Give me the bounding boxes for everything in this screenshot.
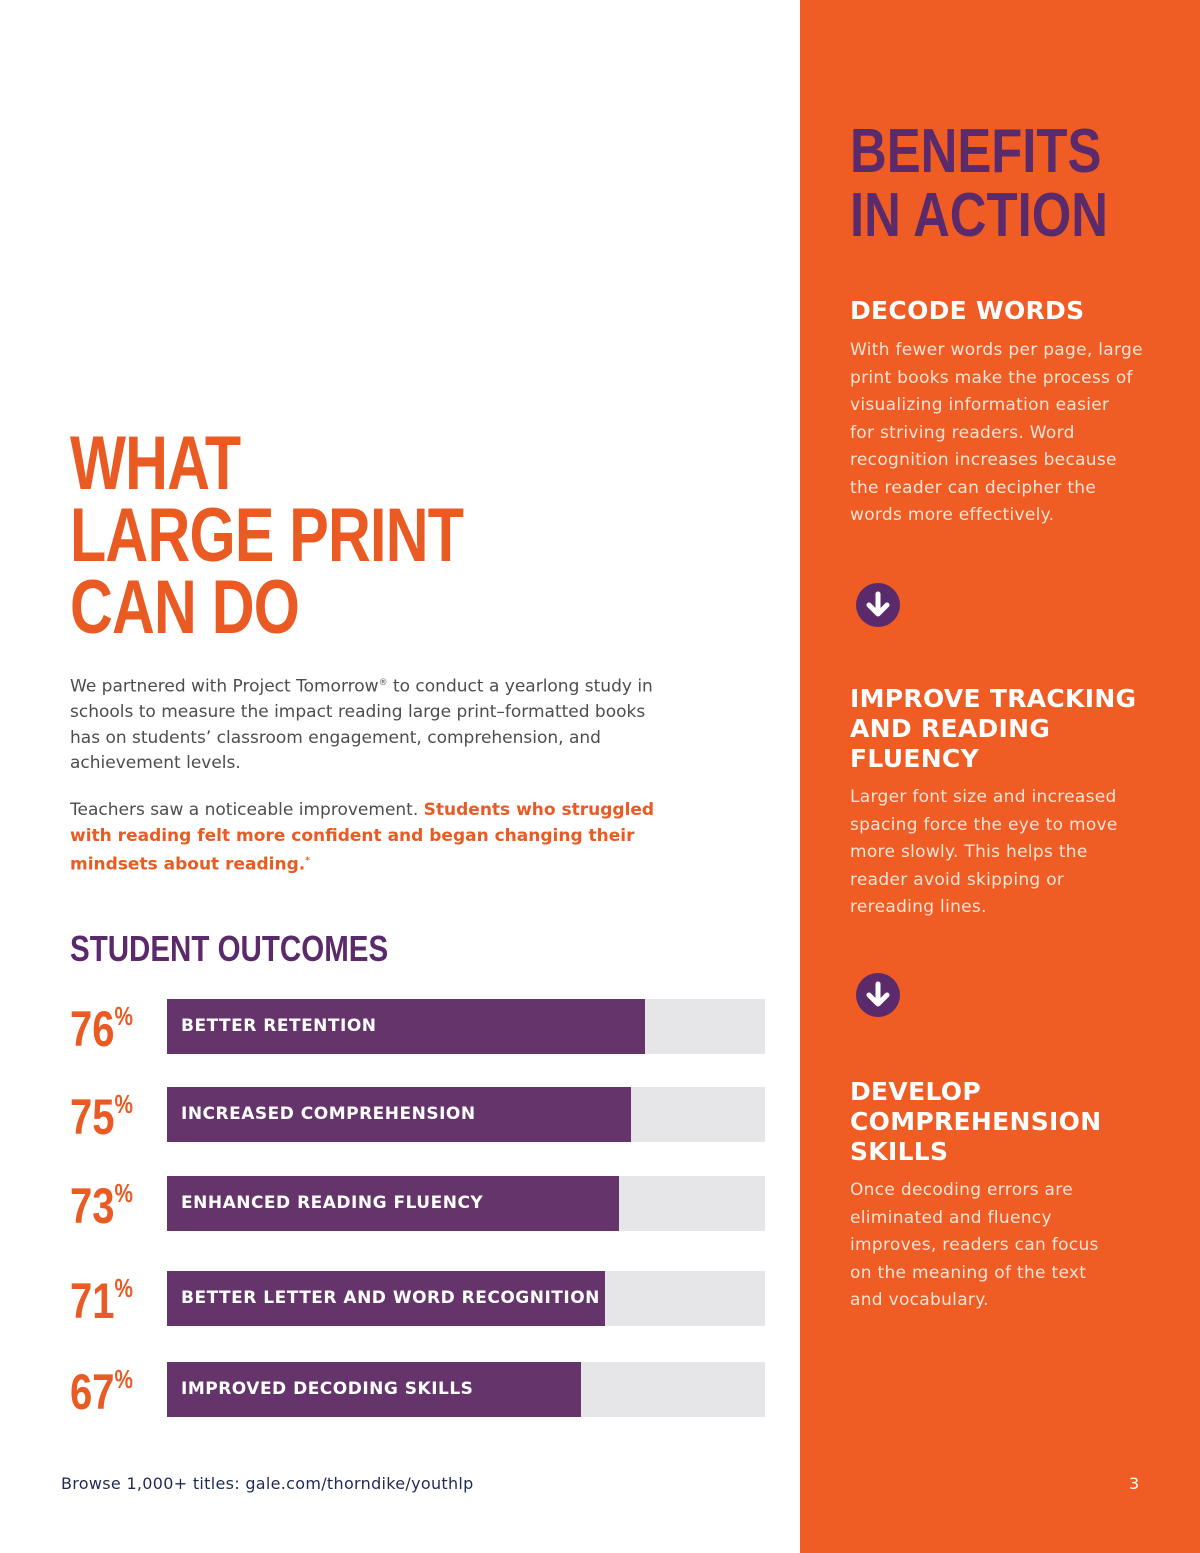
outcome-percent: 76%	[70, 1001, 133, 1057]
outcome-label: INCREASED COMPREHENSION	[181, 1104, 476, 1124]
highlight-paragraph: Teachers saw a noticeable improvement. Students who struggled with reading felt more confident and began changing their mindsets about reading.*	[70, 800, 655, 875]
arrow-down-circle-icon	[856, 973, 900, 1017]
outcome-bar-track	[167, 1362, 765, 1417]
main-title	[70, 421, 464, 650]
footnote-marker: *	[305, 856, 310, 866]
outcome-bar-track	[167, 999, 765, 1054]
arrow-down-icon	[856, 973, 900, 1017]
outcome-row	[0, 1362, 800, 1418]
benefit-text: Larger font size and increased spacing force the eye to move more slowly. This helps the reader avoid skipping or rereading lines.	[850, 787, 1118, 917]
arrow-down-icon	[856, 583, 900, 627]
outcome-percent: 71%	[70, 1273, 133, 1329]
outcome-label: ENHANCED READING FLUENCY	[181, 1193, 484, 1213]
page-number: 3	[1129, 1474, 1140, 1493]
outcome-percent: 75%	[70, 1089, 133, 1145]
intro-paragraph: We partnered with Project Tomorrow® to conduct a yearlong study in schools to measure the impact reading large print–formatted books has on students’ classroom engagement, comprehension, and achievement levels.	[70, 676, 653, 774]
title-line: LARGE PRINT	[70, 493, 464, 578]
outcome-row	[0, 999, 800, 1055]
arrow-down-circle-icon	[856, 583, 900, 627]
footer-link[interactable]: Browse 1,000+ titles: gale.com/thorndike/youthlp	[61, 1474, 474, 1493]
benefit-heading: DECODE WORDS	[850, 296, 1085, 325]
outcome-label: BETTER LETTER AND WORD RECOGNITION	[181, 1288, 600, 1308]
registered-mark: ®	[378, 678, 388, 688]
benefits-title: BENEFITS IN ACTION	[850, 117, 1108, 250]
outcome-percent: 73%	[70, 1178, 133, 1234]
benefit-heading: DEVELOP COMPREHENSION SKILLS	[850, 1077, 1102, 1166]
benefit-text: With fewer words per page, large print books make the process of visualizing information easier for striving readers. Word recognition increases because the reader can decipher the words more effectively.	[850, 340, 1143, 525]
outcome-label: IMPROVED DECODING SKILLS	[181, 1379, 474, 1399]
highlight-text: Students who struggled with reading felt more confident and began changing their mindsets about reading.	[70, 800, 655, 875]
outcome-percent: 67%	[70, 1364, 133, 1420]
outcome-row	[0, 1087, 800, 1143]
title-line: CAN DO	[70, 565, 300, 650]
benefit-heading: IMPROVE TRACKING AND READING FLUENCY	[850, 684, 1137, 773]
student-outcomes-title: STUDENT OUTCOMES	[70, 928, 389, 969]
outcome-bar-track	[167, 1271, 765, 1326]
outcome-row	[0, 1271, 800, 1327]
benefits-sidebar	[800, 0, 1200, 1553]
outcome-bar-track	[167, 1176, 765, 1231]
outcome-bar-track	[167, 1087, 765, 1142]
benefit-text: Once decoding errors are eliminated and fluency improves, readers can focus on the meaning of the text and vocabulary.	[850, 1180, 1099, 1310]
outcome-label: BETTER RETENTION	[181, 1016, 377, 1036]
outcome-row	[0, 1176, 800, 1232]
title-line: WHAT	[70, 421, 241, 506]
